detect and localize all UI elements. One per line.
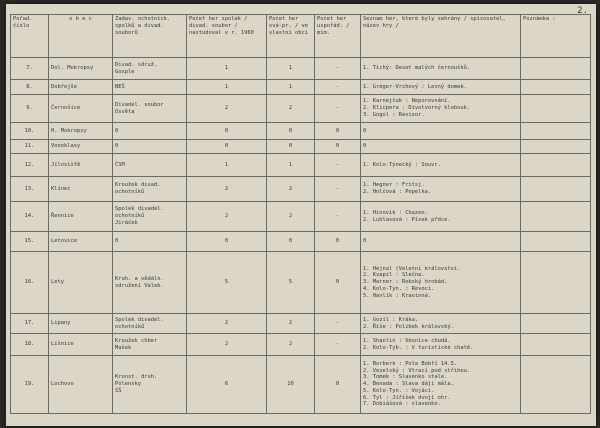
play-line: 3. Gogol : Revizor. [363, 111, 425, 118]
group-cell [113, 334, 187, 356]
municipality-cell: Dol. Mokropsy [49, 58, 113, 80]
play-line: 1. Hejnal (Veletní královstvi. [363, 265, 461, 272]
count-cell: 2 [187, 177, 267, 202]
note-cell [521, 123, 591, 140]
municipality-cell: Dobřejše [49, 80, 113, 95]
plays-cell [361, 202, 521, 232]
count-cell: 0 [187, 123, 267, 140]
group-line: Kroužek divad. [115, 182, 161, 189]
count-cell: 0 [315, 356, 361, 414]
note-cell [521, 58, 591, 80]
table-row [11, 356, 591, 414]
play-line: 1. Hegner : Fritsj. [363, 182, 425, 189]
header-cell: o b e c [49, 15, 113, 58]
group-line: SŠ [115, 387, 122, 394]
count-cell: 2 [187, 314, 267, 334]
row-number-cell: 8. [11, 80, 49, 95]
municipality-cell: Klínec [49, 177, 113, 202]
municipality-cell: Jílovišťě [49, 154, 113, 177]
group-cell [113, 232, 187, 252]
group-cell [113, 123, 187, 140]
table-header-row [11, 15, 591, 58]
play-line: 1. Hinovik : Chazen. [363, 209, 428, 216]
header-cell: Zadav. ochotnick. spolků a divad. souborů [113, 15, 187, 58]
group-cell [113, 154, 187, 177]
table-row [11, 154, 591, 177]
play-line: 2. Holčová : Popelka. [363, 189, 432, 195]
theatre-groups-table [10, 14, 591, 414]
note-cell [521, 95, 591, 123]
group-line: Kruh. a vědáln. [115, 275, 164, 282]
note-cell [521, 154, 591, 177]
plays-cell [361, 154, 521, 177]
play-line: 3. Marner : Robský hrobád. [363, 279, 448, 286]
group-line: Divadel. soubor [115, 101, 164, 108]
note-cell [521, 334, 591, 356]
group-line: Spolek divadel. [115, 206, 164, 213]
group-cell [113, 202, 187, 232]
plays-cell [361, 140, 521, 154]
count-cell: 5 [187, 252, 267, 314]
plays-cell [361, 80, 521, 95]
municipality-cell: Řevnice [49, 202, 113, 232]
note-cell [521, 140, 591, 154]
group-cell [113, 252, 187, 314]
play-line: 6. Tyl : Jiříšek dvojí ohr. [363, 394, 451, 401]
count-cell: 2 [267, 202, 315, 232]
table-row [11, 252, 591, 314]
count-cell: - [315, 314, 361, 334]
header-cell: Poznámka : [521, 15, 591, 58]
count-cell: 0 [187, 232, 267, 252]
group-line: 0 [115, 143, 119, 150]
play-line: 4. Benada : Slava dáji mála. [363, 381, 454, 388]
group-line: Polensky [115, 381, 141, 388]
count-cell: - [315, 154, 361, 177]
note-cell [521, 177, 591, 202]
group-line: 0 [115, 238, 119, 245]
plays-cell [361, 252, 521, 314]
count-cell: 1 [187, 58, 267, 80]
plays-cell [361, 177, 521, 202]
count-cell: 2 [267, 177, 315, 202]
count-cell: 2 [267, 334, 315, 356]
plays-cell [361, 334, 521, 356]
count-cell: - [315, 80, 361, 95]
plays-cell [361, 232, 521, 252]
count-cell: 2 [187, 95, 267, 123]
table-row [11, 140, 591, 154]
count-cell: 1 [187, 154, 267, 177]
group-line: 0 [115, 127, 119, 134]
municipality-cell: Lochovo [49, 356, 113, 414]
play-line: 2. Klicpera : Divotvorný klobouk. [363, 105, 471, 112]
plays-cell [361, 356, 521, 414]
count-cell: 0 [315, 232, 361, 252]
group-line: Mašek [115, 344, 132, 351]
row-number-cell: 10. [11, 123, 49, 140]
play-line: 5. Kolo-Tyn. : Vojáci. [363, 387, 435, 394]
row-number-cell: 15. [11, 232, 49, 252]
count-cell: 0 [267, 232, 315, 252]
play-line: 7. Dobiášová : slavenko. [363, 401, 441, 408]
count-cell: 0 [315, 140, 361, 154]
note-cell [521, 202, 591, 232]
play-line: 4. Kolo-Tyn. : Revoci. [363, 285, 435, 292]
count-cell: 2 [187, 334, 267, 356]
count-cell: 0 [187, 140, 267, 154]
plays-cell [361, 123, 521, 140]
municipality-cell: Líšnice [49, 334, 113, 356]
municipality-cell: Letovice [49, 232, 113, 252]
plays-cell [361, 58, 521, 80]
count-cell: - [315, 334, 361, 356]
play-line: 1. Kolo-Týnecký : Souvr. [363, 161, 441, 168]
play-line: 1. Gozil : Kráka. [363, 316, 419, 323]
table-row [11, 232, 591, 252]
row-number-cell: 19. [11, 356, 49, 414]
group-line: sdružení Valeb. [115, 282, 164, 289]
header-cell: Počet her uspořád. / mim. [315, 15, 361, 58]
count-cell: - [315, 202, 361, 232]
header-cell: Seznam her, které byly sehrány / spisovatel, název hry / [361, 15, 521, 58]
group-line: ochotníků [115, 213, 145, 220]
group-line: Kronst. druh. [115, 374, 158, 381]
count-cell: 1 [267, 58, 315, 80]
count-cell: - [315, 95, 361, 123]
group-line: Kroužek chber [115, 337, 158, 344]
row-number-cell: 11. [11, 140, 49, 154]
table-row [11, 314, 591, 334]
count-cell: 10 [267, 356, 315, 414]
group-line: Osvěta [115, 108, 135, 115]
count-cell: 1 [187, 80, 267, 95]
municipality-cell: H. Mokropsy [49, 123, 113, 140]
count-cell: 2 [267, 95, 315, 123]
play-line: 2. Říše : Polibek královský. [363, 323, 454, 330]
row-number-cell: 16. [11, 252, 49, 314]
group-line: Gosple [115, 68, 135, 75]
note-cell [521, 80, 591, 95]
group-line: Spolek divadel. [115, 316, 164, 323]
municipality-cell: Vonoklasy [49, 140, 113, 154]
group-cell [113, 356, 187, 414]
plays-cell [361, 314, 521, 334]
municipality-cell: Lety [49, 252, 113, 314]
row-number-cell: 7. [11, 58, 49, 80]
play-line: 1. Gréger-Vrchový : Levný domek. [363, 83, 467, 90]
row-number-cell: 17. [11, 314, 49, 334]
plays-cell [361, 95, 521, 123]
play-line: 0 [363, 143, 367, 150]
row-number-cell: 12. [11, 154, 49, 177]
play-line: 1. Tichý: Deset malých černoušků. [363, 65, 471, 72]
play-line: 1. Borberk : Pole Bobří 14.5. [363, 360, 458, 367]
play-line: 2. Veselský : Vtrací pod střihou. [363, 367, 471, 374]
row-number-cell: 18. [11, 334, 49, 356]
table-row [11, 177, 591, 202]
play-line: 1. Shanlin : Vesnice chudá. [363, 337, 451, 344]
count-cell: 6 [187, 356, 267, 414]
play-line: 0 [363, 127, 367, 134]
count-cell: - [315, 177, 361, 202]
group-cell [113, 314, 187, 334]
header-cell: Pořad. číslo [11, 15, 49, 58]
row-number-cell: 9. [11, 95, 49, 123]
group-line: Divad. sdruž. [115, 61, 158, 68]
document-page [6, 4, 596, 426]
group-line: NEŠ [115, 83, 125, 90]
count-cell: 0 [315, 123, 361, 140]
count-cell: 2 [187, 202, 267, 232]
table-row [11, 334, 591, 356]
count-cell: 0 [267, 123, 315, 140]
table-row [11, 202, 591, 232]
table-row [11, 58, 591, 80]
note-cell [521, 232, 591, 252]
play-line: 1. Karnejčuk : Neporovnání. [363, 98, 451, 105]
count-cell: 0 [267, 140, 315, 154]
count-cell: 1 [267, 80, 315, 95]
group-line: Jiráček [115, 219, 138, 226]
group-cell [113, 177, 187, 202]
count-cell: 0 [315, 252, 361, 314]
group-line: ČSM [115, 161, 125, 168]
play-line: 0 [363, 238, 367, 245]
group-cell [113, 95, 187, 123]
table-row [11, 80, 591, 95]
group-cell [113, 58, 187, 80]
note-cell [521, 314, 591, 334]
play-line: 3. Tomek : Slavenko stale. [363, 374, 448, 381]
group-cell [113, 80, 187, 95]
play-line: 2. Lublasová : Písek přdce. [363, 216, 451, 223]
count-cell: 2 [267, 314, 315, 334]
note-cell [521, 356, 591, 414]
count-cell: - [315, 58, 361, 80]
note-cell [521, 252, 591, 314]
count-cell: 5 [267, 252, 315, 314]
table-row [11, 95, 591, 123]
count-cell: 1 [267, 154, 315, 177]
play-line: 2. Kvapil : Slečna. [363, 272, 425, 279]
group-cell [113, 140, 187, 154]
table-row [11, 123, 591, 140]
page-number: 2. [577, 6, 588, 16]
group-line: ochotníků [115, 189, 145, 195]
play-line: 2. Kolo-Tyb. : V turistické chatě. [363, 344, 474, 351]
row-number-cell: 13. [11, 177, 49, 202]
header-cell: Počet her spolek / divad. soubor / nastudoval v r. 1960 [187, 15, 267, 58]
municipality-cell: Lipany [49, 314, 113, 334]
row-number-cell: 14. [11, 202, 49, 232]
header-cell: Počet her svá-pr. / ve vlastní obci [267, 15, 315, 58]
group-line: ochotníků [115, 323, 145, 330]
play-line: 5. Havlík : Kravinná. [363, 292, 432, 299]
municipality-cell: Černošice [49, 95, 113, 123]
